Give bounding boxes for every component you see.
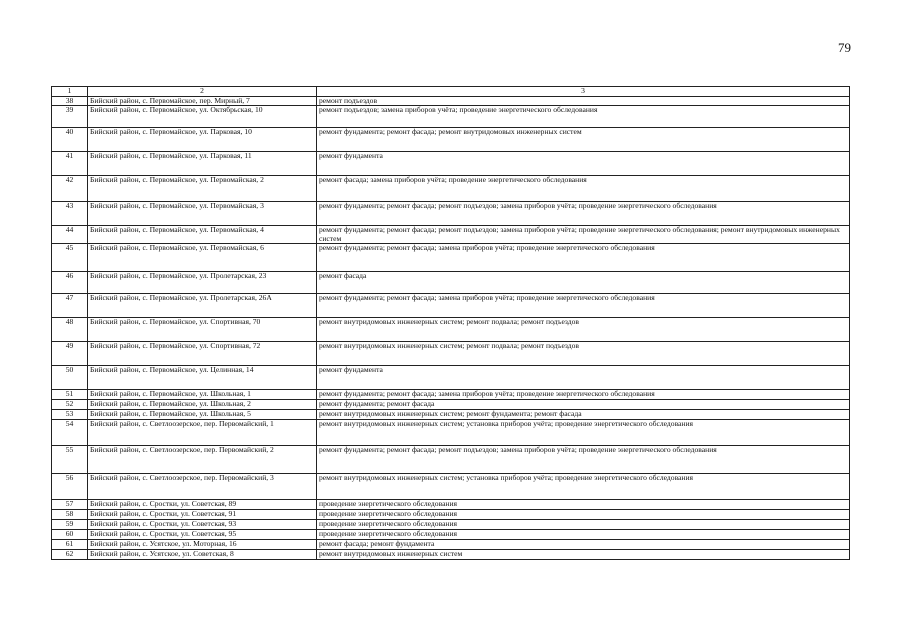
row-works: ремонт фундамента: [317, 152, 850, 176]
table-row: [52, 342, 850, 366]
table-row: [52, 499, 850, 509]
table-header-row: [52, 87, 850, 97]
row-number: 50: [52, 366, 88, 390]
row-address: Бийский район, с. Первомайское, ул. Спортивная, 72: [88, 342, 317, 366]
row-works: проведение энергетического обследования: [317, 529, 850, 539]
row-number: 62: [52, 549, 88, 559]
row-works: ремонт фундамента; ремонт фасада; ремонт внутридомовых инженерных систем: [317, 128, 850, 152]
row-number: 43: [52, 202, 88, 226]
table-row: [52, 409, 850, 419]
table-row: [52, 176, 850, 202]
row-address: Бийский район, с. Сростки, ул. Советская, 93: [88, 519, 317, 529]
row-number: 41: [52, 152, 88, 176]
table-row: [52, 529, 850, 539]
table-row: [52, 399, 850, 409]
row-number: 59: [52, 519, 88, 529]
row-works: ремонт фундамента; ремонт фасада; ремонт подъездов; замена приборов учёта; проведение энергетического обследования: [317, 202, 850, 226]
row-address: Бийский район, с. Светлоозерское, пер. Первомайский, 1: [88, 419, 317, 445]
row-works: ремонт фундамента; ремонт фасада; ремонт подъездов; замена приборов учёта; проведение энергетического обследования: [317, 445, 850, 473]
row-number: 54: [52, 419, 88, 445]
row-address: Бийский район, с. Первомайское, ул. Школьная, 5: [88, 409, 317, 419]
table-row: [52, 106, 850, 128]
row-works: проведение энергетического обследования: [317, 509, 850, 519]
row-address: Бийский район, с. Первомайское, ул. Пролетарская, 23: [88, 272, 317, 294]
row-number: 48: [52, 318, 88, 342]
row-address: Бийский район, с. Первомайское, ул. Первомайская, 6: [88, 244, 317, 272]
row-address: Бийский район, с. Первомайское, ул. Пролетарская, 26А: [88, 294, 317, 318]
table-row: [52, 152, 850, 176]
row-number: 38: [52, 96, 88, 106]
row-address: Бийский район, с. Светлоозерское, пер. Первомайский, 2: [88, 445, 317, 473]
table-row: [52, 509, 850, 519]
row-works: ремонт внутридомовых инженерных систем; установка приборов учёта; проведение энергетического обследования: [317, 419, 850, 445]
row-works: ремонт фундамента; ремонт фасада: [317, 399, 850, 409]
row-number: 55: [52, 445, 88, 473]
row-works: ремонт внутридомовых инженерных систем; ремонт подвала; ремонт подъездов: [317, 318, 850, 342]
row-number: 52: [52, 399, 88, 409]
row-number: 49: [52, 342, 88, 366]
row-works: ремонт внутридомовых инженерных систем: [317, 549, 850, 559]
row-address: Бийский район, с. Усятское, ул. Моторная, 16: [88, 539, 317, 549]
works-table: [51, 86, 850, 560]
row-number: 53: [52, 409, 88, 419]
table-row: [52, 272, 850, 294]
row-works: ремонт фундамента; ремонт фасада; замена приборов учёта; проведение энергетического обследования: [317, 244, 850, 272]
row-number: 58: [52, 509, 88, 519]
row-address: Бийский район, с. Первомайское, ул. Первомайская, 4: [88, 226, 317, 244]
row-works: ремонт фундамента: [317, 366, 850, 390]
row-works: ремонт фасада; ремонт фундамента: [317, 539, 850, 549]
row-address: Бийский район, с. Усятское, ул. Советская, 8: [88, 549, 317, 559]
row-works: ремонт фундамента; ремонт фасада; ремонт подъездов; замена приборов учёта; проведение энергетического обследования; ремонт внутридомовых инженерных систем: [317, 226, 850, 244]
row-address: Бийский район, с. Первомайское, ул. Парковая, 11: [88, 152, 317, 176]
row-address: Бийский район, с. Сростки, ул. Советская, 89: [88, 499, 317, 509]
table-row: [52, 96, 850, 106]
row-works: ремонт фундамента; ремонт фасада; замена приборов учёта; проведение энергетического обследования: [317, 294, 850, 318]
row-address: Бийский район, с. Первомайское, ул. Октябрьская, 10: [88, 106, 317, 128]
row-number: 51: [52, 390, 88, 400]
table-row: [52, 244, 850, 272]
row-works: ремонт подъездов; замена приборов учёта; проведение энергетического обследования: [317, 106, 850, 128]
row-works: проведение энергетического обследования: [317, 519, 850, 529]
table-row: [52, 539, 850, 549]
row-number: 39: [52, 106, 88, 128]
row-address: Бийский район, с. Первомайское, пер. Мирный, 7: [88, 96, 317, 106]
row-works: ремонт подъездов: [317, 96, 850, 106]
row-number: 40: [52, 128, 88, 152]
row-works: ремонт внутридомовых инженерных систем; ремонт фундамента; ремонт фасада: [317, 409, 850, 419]
table-row: [52, 366, 850, 390]
row-works: ремонт фасада; замена приборов учёта; проведение энергетического обследования: [317, 176, 850, 202]
table-row: [52, 419, 850, 445]
page-number: 79: [838, 40, 851, 55]
row-works: ремонт фасада: [317, 272, 850, 294]
row-number: 60: [52, 529, 88, 539]
row-works: ремонт фундамента; ремонт фасада; замена приборов учёта; проведение энергетического обследования: [317, 390, 850, 400]
row-number: 57: [52, 499, 88, 509]
row-number: 42: [52, 176, 88, 202]
table-row: [52, 294, 850, 318]
row-number: 45: [52, 244, 88, 272]
row-address: Бийский район, с. Первомайское, ул. Школьная, 1: [88, 390, 317, 400]
row-address: Бийский район, с. Сростки, ул. Советская, 95: [88, 529, 317, 539]
table-row: [52, 318, 850, 342]
row-works: ремонт внутридомовых инженерных систем; установка приборов учёта; проведение энергетического обследования: [317, 473, 850, 499]
row-works: ремонт внутридомовых инженерных систем; ремонт подвала; ремонт подъездов: [317, 342, 850, 366]
header-col-2: 2: [88, 87, 317, 97]
row-address: Бийский район, с. Первомайское, ул. Спортивная, 70: [88, 318, 317, 342]
row-number: 61: [52, 539, 88, 549]
header-col-3: 3: [317, 87, 850, 97]
row-address: Бийский район, с. Первомайское, ул. Первомайская, 2: [88, 176, 317, 202]
row-address: Бийский район, с. Светлоозерское, пер. Первомайский, 3: [88, 473, 317, 499]
table-row: [52, 549, 850, 559]
table-row: [52, 226, 850, 244]
row-address: Бийский район, с. Первомайское, ул. Целинная, 14: [88, 366, 317, 390]
table-row: [52, 390, 850, 400]
row-address: Бийский район, с. Первомайское, ул. Первомайская, 3: [88, 202, 317, 226]
row-address: Бийский район, с. Сростки, ул. Советская, 91: [88, 509, 317, 519]
row-number: 56: [52, 473, 88, 499]
row-number: 46: [52, 272, 88, 294]
table-row: [52, 202, 850, 226]
row-works: проведение энергетического обследования: [317, 499, 850, 509]
row-number: 44: [52, 226, 88, 244]
table-row: [52, 128, 850, 152]
table-row: [52, 519, 850, 529]
table-row: [52, 473, 850, 499]
row-number: 47: [52, 294, 88, 318]
header-col-1: 1: [52, 87, 88, 97]
row-address: Бийский район, с. Первомайское, ул. Парковая, 10: [88, 128, 317, 152]
table-row: [52, 445, 850, 473]
row-address: Бийский район, с. Первомайское, ул. Школьная, 2: [88, 399, 317, 409]
